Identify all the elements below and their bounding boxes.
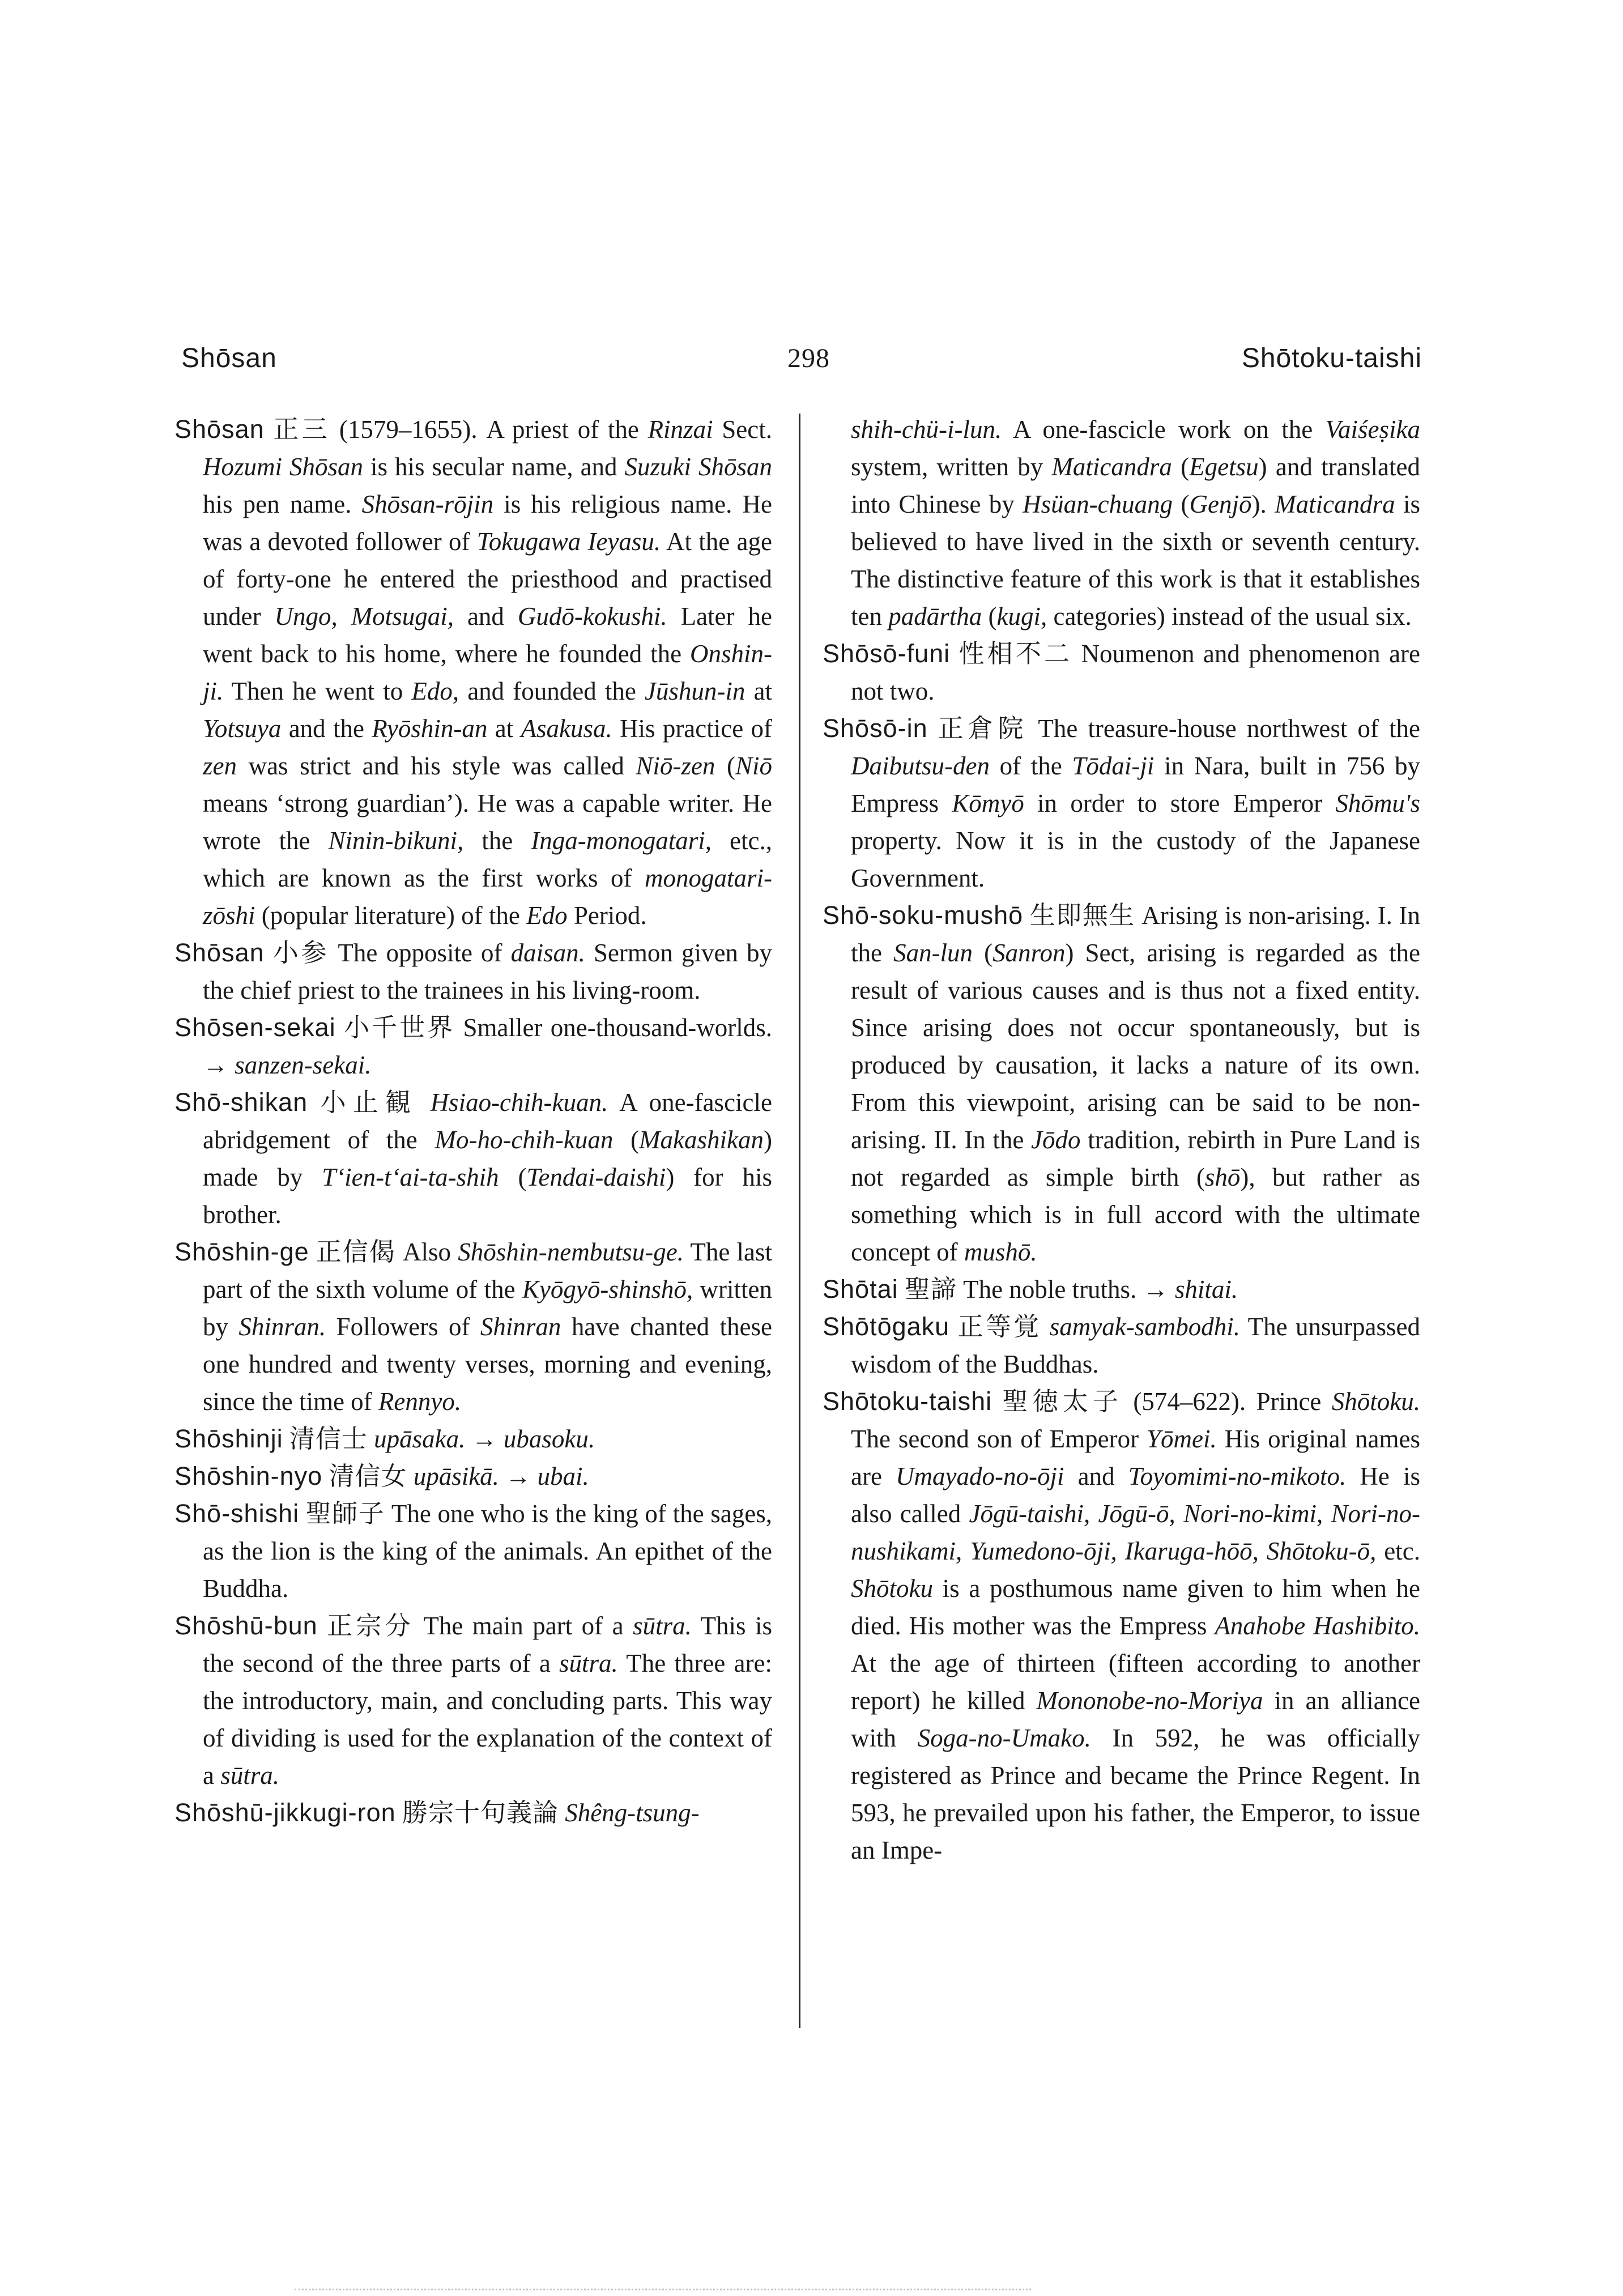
entry-text: He is also called [851,1462,1420,1528]
entry-kanji: 正倉院 [938,714,1028,743]
italic-term: shih-chü-i-lun. [851,415,1002,444]
entry-text: Also [395,1238,458,1266]
entry-text: is his religious name. He was a devoted follower of [203,490,772,556]
entry-kanji: 小止観 [320,1088,418,1117]
italic-term: Shinran. [238,1313,326,1341]
entry-kanji: 清信士 [289,1425,368,1453]
italic-term: Ninin-bikuni, [328,827,464,855]
italic-term: Yotsuya [203,714,282,743]
entry-text: was strict and his style was called [237,752,636,780]
dictionary-entry [823,411,1420,635]
dictionary-entry [823,635,1420,710]
entry-headword: Shōshin-ge [174,1237,309,1266]
italic-term: Shōsan-rōjin [361,490,494,518]
dictionary-entry [174,1458,772,1495]
entry-headword: Shōtoku-taishi [823,1387,992,1416]
italic-term: Inga-monogatari, [531,827,712,855]
italic-term: Daibutsu-den [851,752,990,780]
entry-text: ( [1173,490,1190,518]
entry-headword: Shōsō-funi [823,639,951,668]
italic-term: Hsiao-chih-kuan. [430,1088,608,1117]
entry-kanji: 小参 [272,939,330,967]
entry-text: The noble truths. → [956,1275,1175,1304]
italic-term: Jōgū-taishi, Jōgū-ō, Nori-no-kimi, Nori-no-nushikami, Yumedono-ōji, Ikaruga-hōō, Shōtoku-ō, [851,1500,1420,1565]
entry-text: (1579–1655). A priest of the [330,415,648,444]
entry-text: and founded the [459,677,645,705]
dictionary-entry [823,1271,1420,1308]
entry-text: → [499,1462,538,1490]
entry-text: His practice of [612,714,772,743]
italic-term: Umayado-no-ōji [896,1462,1064,1490]
left-column [174,411,772,1831]
italic-term: Onshin-ji. [203,640,772,705]
italic-term: Kyōgyō-shinshō, [522,1275,693,1304]
entry-kanji: 聖徳太子 [1002,1387,1123,1416]
italic-term: zen [203,752,237,780]
dictionary-entry [174,934,772,1009]
entry-text: The main part of a [414,1612,633,1640]
entry-text: in order to store Emperor [1024,789,1336,817]
dictionary-entry [823,1308,1420,1383]
entry-headword: Shōshū-jikkugi-ron [174,1798,396,1827]
entry-headword: Shō-shikan [174,1088,308,1117]
dictionary-entry [174,1794,772,1831]
italic-term: shō [1204,1163,1241,1191]
italic-term: Hsüan-chuang [1023,490,1173,518]
entry-text: A one-fascicle abridgement of the [203,1088,772,1154]
entry-kanji: 小千世界 [343,1013,455,1042]
entry-text: The treasure-house northwest of the [1028,714,1420,743]
italic-term: daisan. [510,939,585,967]
entry-kanji: 性相不二 [959,640,1073,668]
italic-term: Yōmei. [1147,1425,1217,1453]
italic-term: Rennyo. [378,1387,462,1416]
italic-term: sūtra. [559,1649,618,1677]
italic-term: Rinzai [648,415,713,444]
italic-term: Edo, [411,677,459,705]
italic-term: Mononobe-no-Moriya [1036,1686,1263,1715]
italic-term: Shōtoku [851,1574,933,1603]
italic-term: Niō-zen [636,752,715,780]
italic-term: Anahobe Hashibito. [1215,1612,1420,1640]
italic-term: Maticandra [1275,490,1395,518]
italic-term: Toyomimi-no-mikoto. [1128,1462,1347,1490]
entry-kanji: 清信女 [329,1462,407,1490]
entry-text: tradition, rebirth in Pure Land is not regarded as simple birth ( [851,1126,1420,1191]
italic-term: Sanron [992,939,1066,967]
entry-text: in Nara, built in 756 by Empress [851,752,1420,817]
dictionary-entry [174,1420,772,1458]
entry-text: Period. [567,901,647,930]
italic-term: monogatari-zōshi [203,864,772,930]
entry-headword: Shōsan [174,938,265,967]
italic-term: Gudō-kokushi. [517,602,667,631]
italic-term: Hozumi Shōsan [203,453,364,481]
entry-text: Then he went to [223,677,412,705]
italic-term: Kōmyō [952,789,1024,817]
entry-text: ) for his brother. [203,1163,772,1229]
entry-text: The three are: the introductory, main, and concluding parts. This way of dividing is used for the explanation of the context of a [203,1649,772,1790]
entry-headword: Shōtai [823,1275,898,1304]
dictionary-entry [823,710,1420,897]
entry-text: Noumenon and phenomenon are not two. [851,640,1420,705]
italic-term: Jūshun-in [644,677,746,705]
entry-text: A one-fascicle work on the [1002,415,1326,444]
entry-text: His original names are [851,1425,1420,1490]
entry-text: property. Now it is in the custody of the Japanese Government. [851,827,1420,892]
italic-term: Ryōshin-an [372,714,488,743]
italic-term: Egetsu [1189,453,1259,481]
entry-text: Sermon given by the chief priest to the trainees in his living-room. [203,939,772,1004]
entry-headword: Shōshū-bun [174,1611,318,1640]
entry-text [1041,1313,1049,1341]
entry-kanji: 聖諦 [904,1275,957,1304]
entry-text: (574–622). Prince [1123,1387,1332,1416]
entry-text: ) made by [203,1126,772,1191]
dictionary-entry [174,411,772,934]
entry-text: and the [281,714,372,743]
italic-term: ubai. [537,1462,589,1490]
italic-term: Edo [526,901,568,930]
entry-text: is believed to have lived in the sixth or seventh century. The distinctive feature of this work is that it establishes ten [851,490,1420,631]
italic-term: Jōdo [1031,1126,1081,1154]
entry-headword: Shō-shishi [174,1499,300,1528]
entry-text: at [745,677,772,705]
entry-text: ( [973,939,993,967]
dictionary-entry [174,1009,772,1084]
italic-term: Shōtoku. [1331,1387,1420,1416]
entry-text: and [453,602,518,631]
entry-text: Followers of [326,1313,480,1341]
italic-term: Soga-no-Umako. [917,1724,1091,1752]
italic-term: Ungo, Motsugai, [274,602,454,631]
dictionary-entry [174,1495,772,1607]
entry-kanji: 正等覚 [957,1313,1042,1341]
italic-term: sanzen-sekai. [235,1051,372,1079]
entry-kanji: 正三 [273,415,331,444]
italic-term: upāsikā. [413,1462,499,1490]
entry-headword: Shōsan [174,415,265,444]
bottom-scan-edge [295,2289,1031,2292]
entry-kanji: 勝宗十句義論 [402,1799,559,1827]
italic-term: upāsaka. [374,1425,466,1453]
entry-text: is his secular name, and [363,453,625,481]
entry-text: The one who is the king of the sages, as the lion is the king of the animals. An epithet of the Buddha. [203,1500,773,1603]
italic-term: Tōdai-ji [1072,752,1155,780]
dictionary-entry [823,1383,1420,1869]
entry-text: The last part of the sixth volume of the [203,1238,773,1304]
entry-text: (popular literature) of the [255,901,527,930]
entry-text: ). [1251,490,1275,518]
entry-kanji: 正宗分 [327,1612,414,1640]
italic-term: sūtra. [220,1761,280,1790]
entry-text: etc., which are known as the first works of [203,827,773,892]
entry-headword: Shōsen-sekai [174,1013,336,1042]
italic-term: T‘ien-t‘ai-ta-shih [322,1163,499,1191]
italic-term: Tendai-daishi [526,1163,666,1191]
italic-term: ubasoku. [503,1425,595,1453]
entry-text: categories) instead of the usual six. [1047,602,1412,631]
italic-term: Maticandra [1051,453,1172,481]
italic-term: Shinran [480,1313,561,1341]
italic-term: mushō. [964,1238,1037,1266]
entry-text: the [463,827,531,855]
italic-term: Suzuki Shōsan [624,453,773,481]
italic-term: Shōmu's [1335,789,1420,817]
italic-term: Vaiśeṣika [1325,415,1420,444]
entry-headword: Shōsō-in [823,714,928,743]
entry-text: his pen name. [203,490,362,518]
italic-term: kugi, [996,602,1047,631]
italic-term: Shōshin-nembutsu-ge. [458,1238,684,1266]
right-column [823,411,1420,1869]
italic-term: sūtra. [633,1612,692,1640]
running-header [181,343,1422,382]
italic-term: Niō [735,752,772,780]
column-divider [799,414,800,2028]
entry-text: Sect. [713,415,772,444]
entry-text: and [1064,1462,1128,1490]
entry-text: of the [989,752,1072,780]
entry-headword: Shō-soku-mushō [823,901,1024,930]
entry-text: at [487,714,521,743]
entry-headword: Shōtōgaku [823,1312,950,1341]
entry-text: means ‘strong guardian’). He was a capable writer. He wrote the [203,789,772,855]
entry-headword: Shōshin-nyo [174,1462,323,1490]
entry-text: ( [1172,453,1190,481]
entry-text: Later he went back to his home, where he founded the [203,602,772,668]
entry-text: This is the second of the three parts of a [203,1612,772,1677]
dictionary-entry [174,1084,772,1233]
entry-text: ( [715,752,735,780]
dictionary-entry [174,1233,772,1420]
header-left-guideword: Shōsan [181,343,277,373]
italic-term: padārtha [888,602,982,631]
entry-text [368,1425,374,1453]
entry-headword: Shōshinji [174,1424,283,1453]
entry-kanji: 聖師子 [305,1500,385,1528]
entry-text: The second son of Emperor [851,1425,1147,1453]
entry-text: ( [613,1126,640,1154]
entry-text: The opposite of [329,939,511,967]
entry-text: In 592, he was officially registered as Prince and became the Prince Regent. In 593, he prevailed upon his father, the Emperor, to issue an Impe- [851,1724,1420,1864]
entry-text: written by [203,1275,772,1341]
entry-text: ), but rather as something which is in full accord with the ultimate concept of [851,1163,1420,1266]
entry-text: ) and translated into Chinese by [851,453,1420,518]
italic-term: San-lun [893,939,973,967]
italic-term: Tokugawa Ieyasu. [476,527,661,556]
entry-text: ( [982,602,997,631]
header-right-guideword: Shōtoku-taishi [1241,343,1422,373]
entry-text [418,1088,430,1117]
entry-text: system, written by [851,453,1052,481]
entry-text: At the age of forty-one he entered the priesthood and practised under [203,527,772,631]
entry-text: in an alliance with [851,1686,1420,1752]
entry-text: ) Sect, arising is regarded as the result of various causes and is thus not a fixed entity. Since arising does not occur spontaneously, but is produced by causation, it lacks a nature of its own. From this viewpoint, arising can be said to be non-arising. II. In the [851,939,1420,1154]
entry-text: have chanted these one hundred and twenty verses, morning and evening, since the time of [203,1313,772,1416]
italic-term: Shêng-tsung- [565,1799,700,1827]
entry-text: At the age of thirteen (fifteen according to another report) he killed [851,1649,1420,1715]
entry-text [407,1462,413,1490]
entry-text: is a posthumous name given to him when he died. His mother was the Empress [851,1574,1420,1640]
entry-text [559,1799,565,1827]
entry-text: → [465,1425,504,1453]
page-number: 298 [787,343,830,373]
entry-text: ( [499,1163,527,1191]
entry-text: The unsurpassed wisdom of the Buddhas. [851,1313,1421,1378]
entry-text: Smaller one-thousand-worlds. → [203,1013,772,1079]
italic-term: Asakusa. [521,714,612,743]
italic-term: samyak-sambodhi. [1049,1313,1240,1341]
entry-text: Arising is non-arising. I. In the [851,901,1420,967]
italic-term: Genjō [1189,490,1252,518]
entry-text: etc. [1376,1537,1421,1565]
entry-kanji: 正信偈 [316,1238,396,1266]
italic-term: Mo-ho-chih-kuan [434,1126,614,1154]
entry-kanji: 生即無生 [1029,901,1135,930]
dictionary-entry [174,1607,772,1794]
italic-term: Makashikan [639,1126,764,1154]
italic-term: shitai. [1174,1275,1238,1304]
dictionary-entry [823,897,1420,1271]
